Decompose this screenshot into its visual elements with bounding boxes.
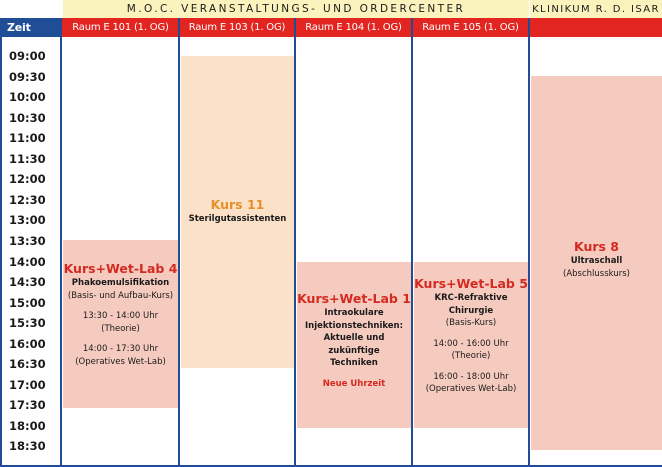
- room-header-klinikum: [530, 18, 662, 37]
- session-label: (Theorie): [451, 351, 491, 361]
- time-label: 09:30: [9, 70, 46, 84]
- venue-banner: M.O.C. VERANSTALTUNGS- UND ORDERCENTER: [62, 0, 529, 18]
- time-label: 15:30: [9, 316, 46, 330]
- time-label: 13:30: [9, 234, 46, 248]
- time-label: 09:00: [9, 49, 46, 63]
- course-subtitle: Phakoemulsifikation: [71, 278, 170, 288]
- grid-line: [528, 18, 530, 467]
- grid-line: [60, 18, 62, 467]
- time-label: 10:30: [9, 111, 46, 125]
- grid-line: [178, 18, 180, 467]
- grid-line-left: [0, 18, 2, 467]
- session-label: (Theorie): [101, 323, 140, 334]
- room-header-e104: Raum E 104 (1. OG): [296, 18, 411, 37]
- time-label: 18:00: [9, 419, 46, 433]
- time-label: 13:00: [9, 213, 46, 227]
- course-subtitle: Aktuelle und zukünftige: [323, 333, 385, 356]
- grid-line: [294, 18, 296, 467]
- room-header-e105: Raum E 105 (1. OG): [413, 18, 528, 37]
- session-time: 13:30 - 14:00 Uhr: [82, 311, 159, 321]
- time-label: 14:00: [9, 255, 46, 269]
- course-title: Kurs 11: [210, 197, 265, 212]
- time-label: 11:30: [9, 152, 46, 166]
- course-title: Kurs+Wet-Lab 5: [414, 276, 528, 291]
- course-subtitle: Intraokulare: [324, 308, 384, 318]
- course-detail: (Basis-Kurs): [445, 318, 497, 328]
- session-label: (Operatives Wet-Lab): [75, 356, 166, 367]
- clinic-banner: KLINIKUM R. D. ISAR: [530, 0, 662, 18]
- course-detail: (Basis- und Aufbau-Kurs): [67, 290, 174, 301]
- course-subtitle: Sterilgutassistenten: [188, 214, 287, 224]
- time-label: 16:30: [9, 357, 46, 371]
- time-label: 11:00: [9, 131, 46, 145]
- time-label: 14:30: [9, 275, 46, 289]
- course-title: Kurs 8: [573, 239, 620, 254]
- time-change-note: Neue Uhrzeit: [322, 378, 386, 389]
- session-label: (Operatives Wet-Lab): [425, 384, 517, 394]
- course-block-kurs-4: [63, 240, 178, 408]
- time-label: 16:00: [9, 337, 46, 351]
- grid-line: [411, 18, 413, 467]
- time-label: 17:00: [9, 378, 46, 392]
- time-column-header: Zeit: [0, 18, 61, 37]
- room-header-e101: Raum E 101 (1. OG): [62, 18, 179, 37]
- course-subtitle: Injektionstechniken:: [305, 320, 403, 331]
- course-detail: (Abschlusskurs): [563, 268, 630, 279]
- course-block-kurs-8: [531, 76, 662, 450]
- course-block-kurs-1: [297, 262, 411, 428]
- course-subtitle: Techniken: [330, 358, 378, 368]
- course-title: Kurs+Wet-Lab 1: [297, 291, 411, 306]
- time-label: 12:00: [9, 172, 46, 186]
- time-label: 18:30: [9, 439, 46, 453]
- course-title: Kurs+Wet-Lab 4: [63, 261, 178, 276]
- time-label: 17:30: [9, 398, 46, 412]
- time-label: 10:00: [9, 90, 46, 104]
- course-subtitle: Ultraschall: [570, 256, 623, 266]
- course-subtitle: KRC-Refraktive Chirurgie: [434, 293, 508, 316]
- course-block-kurs-5: [414, 262, 528, 428]
- room-header-e103: Raum E 103 (1. OG): [180, 18, 294, 37]
- course-block-kurs-11: [181, 56, 294, 368]
- time-label: 15:00: [9, 296, 46, 310]
- session-time: 14:00 - 17:30 Uhr: [82, 344, 159, 354]
- time-label: 12:30: [9, 193, 46, 207]
- session-time: 16:00 - 18:00 Uhr: [433, 371, 509, 382]
- session-time: 14:00 - 16:00 Uhr: [433, 338, 509, 349]
